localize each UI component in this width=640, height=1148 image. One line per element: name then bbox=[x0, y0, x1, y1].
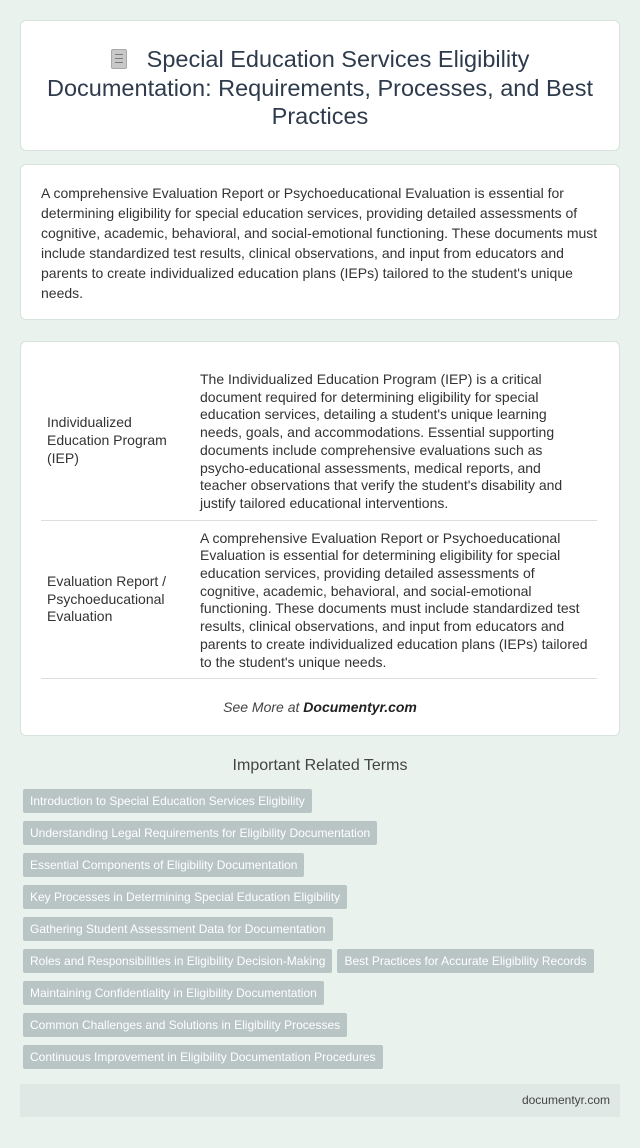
related-term-tag[interactable]: Continuous Improvement in Eligibility Documentation Procedures bbox=[23, 1045, 383, 1069]
footer bbox=[20, 1084, 620, 1117]
related-term-tag[interactable]: Maintaining Confidentiality in Eligibility Documentation bbox=[23, 981, 324, 1005]
title-card bbox=[20, 20, 620, 151]
term-cell: Individualized Education Program (IEP) bbox=[47, 414, 167, 466]
see-more-prefix: See More at bbox=[223, 699, 304, 716]
table-row bbox=[41, 520, 597, 679]
related-terms-list bbox=[23, 789, 623, 1077]
related-term-tag[interactable]: Understanding Legal Requirements for Eligibility Documentation bbox=[23, 821, 377, 845]
related-term-tag[interactable]: Essential Components of Eligibility Documentation bbox=[23, 853, 304, 877]
intro-card bbox=[20, 164, 620, 320]
see-more-site[interactable]: Documentyr.com bbox=[303, 699, 417, 716]
description-cell: A comprehensive Evaluation Report or Psychoeducational Evaluation is essential for determining eligibility for special education services, providing detailed assessments of cognitive, academic, behavioral, and social-emotional functioning. These documents must include standardized test results, clinical observations, and input from educators and parents to create individualized education plans (IEPs) tailored to the student's unique needs. bbox=[200, 529, 588, 670]
terms-table bbox=[41, 362, 597, 679]
table-card bbox=[20, 341, 620, 736]
page-title bbox=[41, 45, 599, 131]
see-more-link[interactable] bbox=[41, 699, 599, 715]
related-term-tag[interactable]: Introduction to Special Education Services Eligibility bbox=[23, 789, 312, 813]
related-term-tag[interactable]: Gathering Student Assessment Data for Documentation bbox=[23, 917, 333, 941]
related-term-tag[interactable]: Best Practices for Accurate Eligibility Records bbox=[337, 949, 593, 973]
table-row bbox=[41, 362, 597, 520]
footer-site-link[interactable]: documentyr.com bbox=[521, 1093, 610, 1107]
related-term-tag[interactable]: Common Challenges and Solutions in Eligibility Processes bbox=[23, 1013, 347, 1037]
description-cell: The Individualized Education Program (IEP) is a critical document required for determining eligibility for special education services, detailing a student's unique learning needs, goals, and accommodations. Essential supporting documents include comprehensive evaluations such as psycho-educational assessments, medical reports, and teacher observations that verify the student's disability and justify tailored educational interventions. bbox=[200, 371, 563, 511]
related-term-tag[interactable]: Roles and Responsibilities in Eligibility Decision-Making bbox=[23, 949, 332, 973]
intro-paragraph: A comprehensive Evaluation Report or Psychoeducational Evaluation is essential for determining eligibility for special education services, providing detailed assessments of cognitive, academic, behavioral, and social-emotional functioning. These documents must include standardized test results, clinical observations, and input from educators and parents to create individualized education plans (IEPs) tailored to the student's unique needs. bbox=[41, 185, 598, 301]
related-term-tag[interactable]: Key Processes in Determining Special Education Eligibility bbox=[23, 885, 347, 909]
document-icon bbox=[111, 49, 127, 69]
term-cell: Evaluation Report / Psychoeducational Evaluation bbox=[47, 572, 167, 625]
related-terms-title: Important Related Terms bbox=[232, 757, 408, 774]
page-title-text: Special Education Services Eligibility Documentation: Requirements, Processes, and Best Practices bbox=[47, 46, 593, 129]
